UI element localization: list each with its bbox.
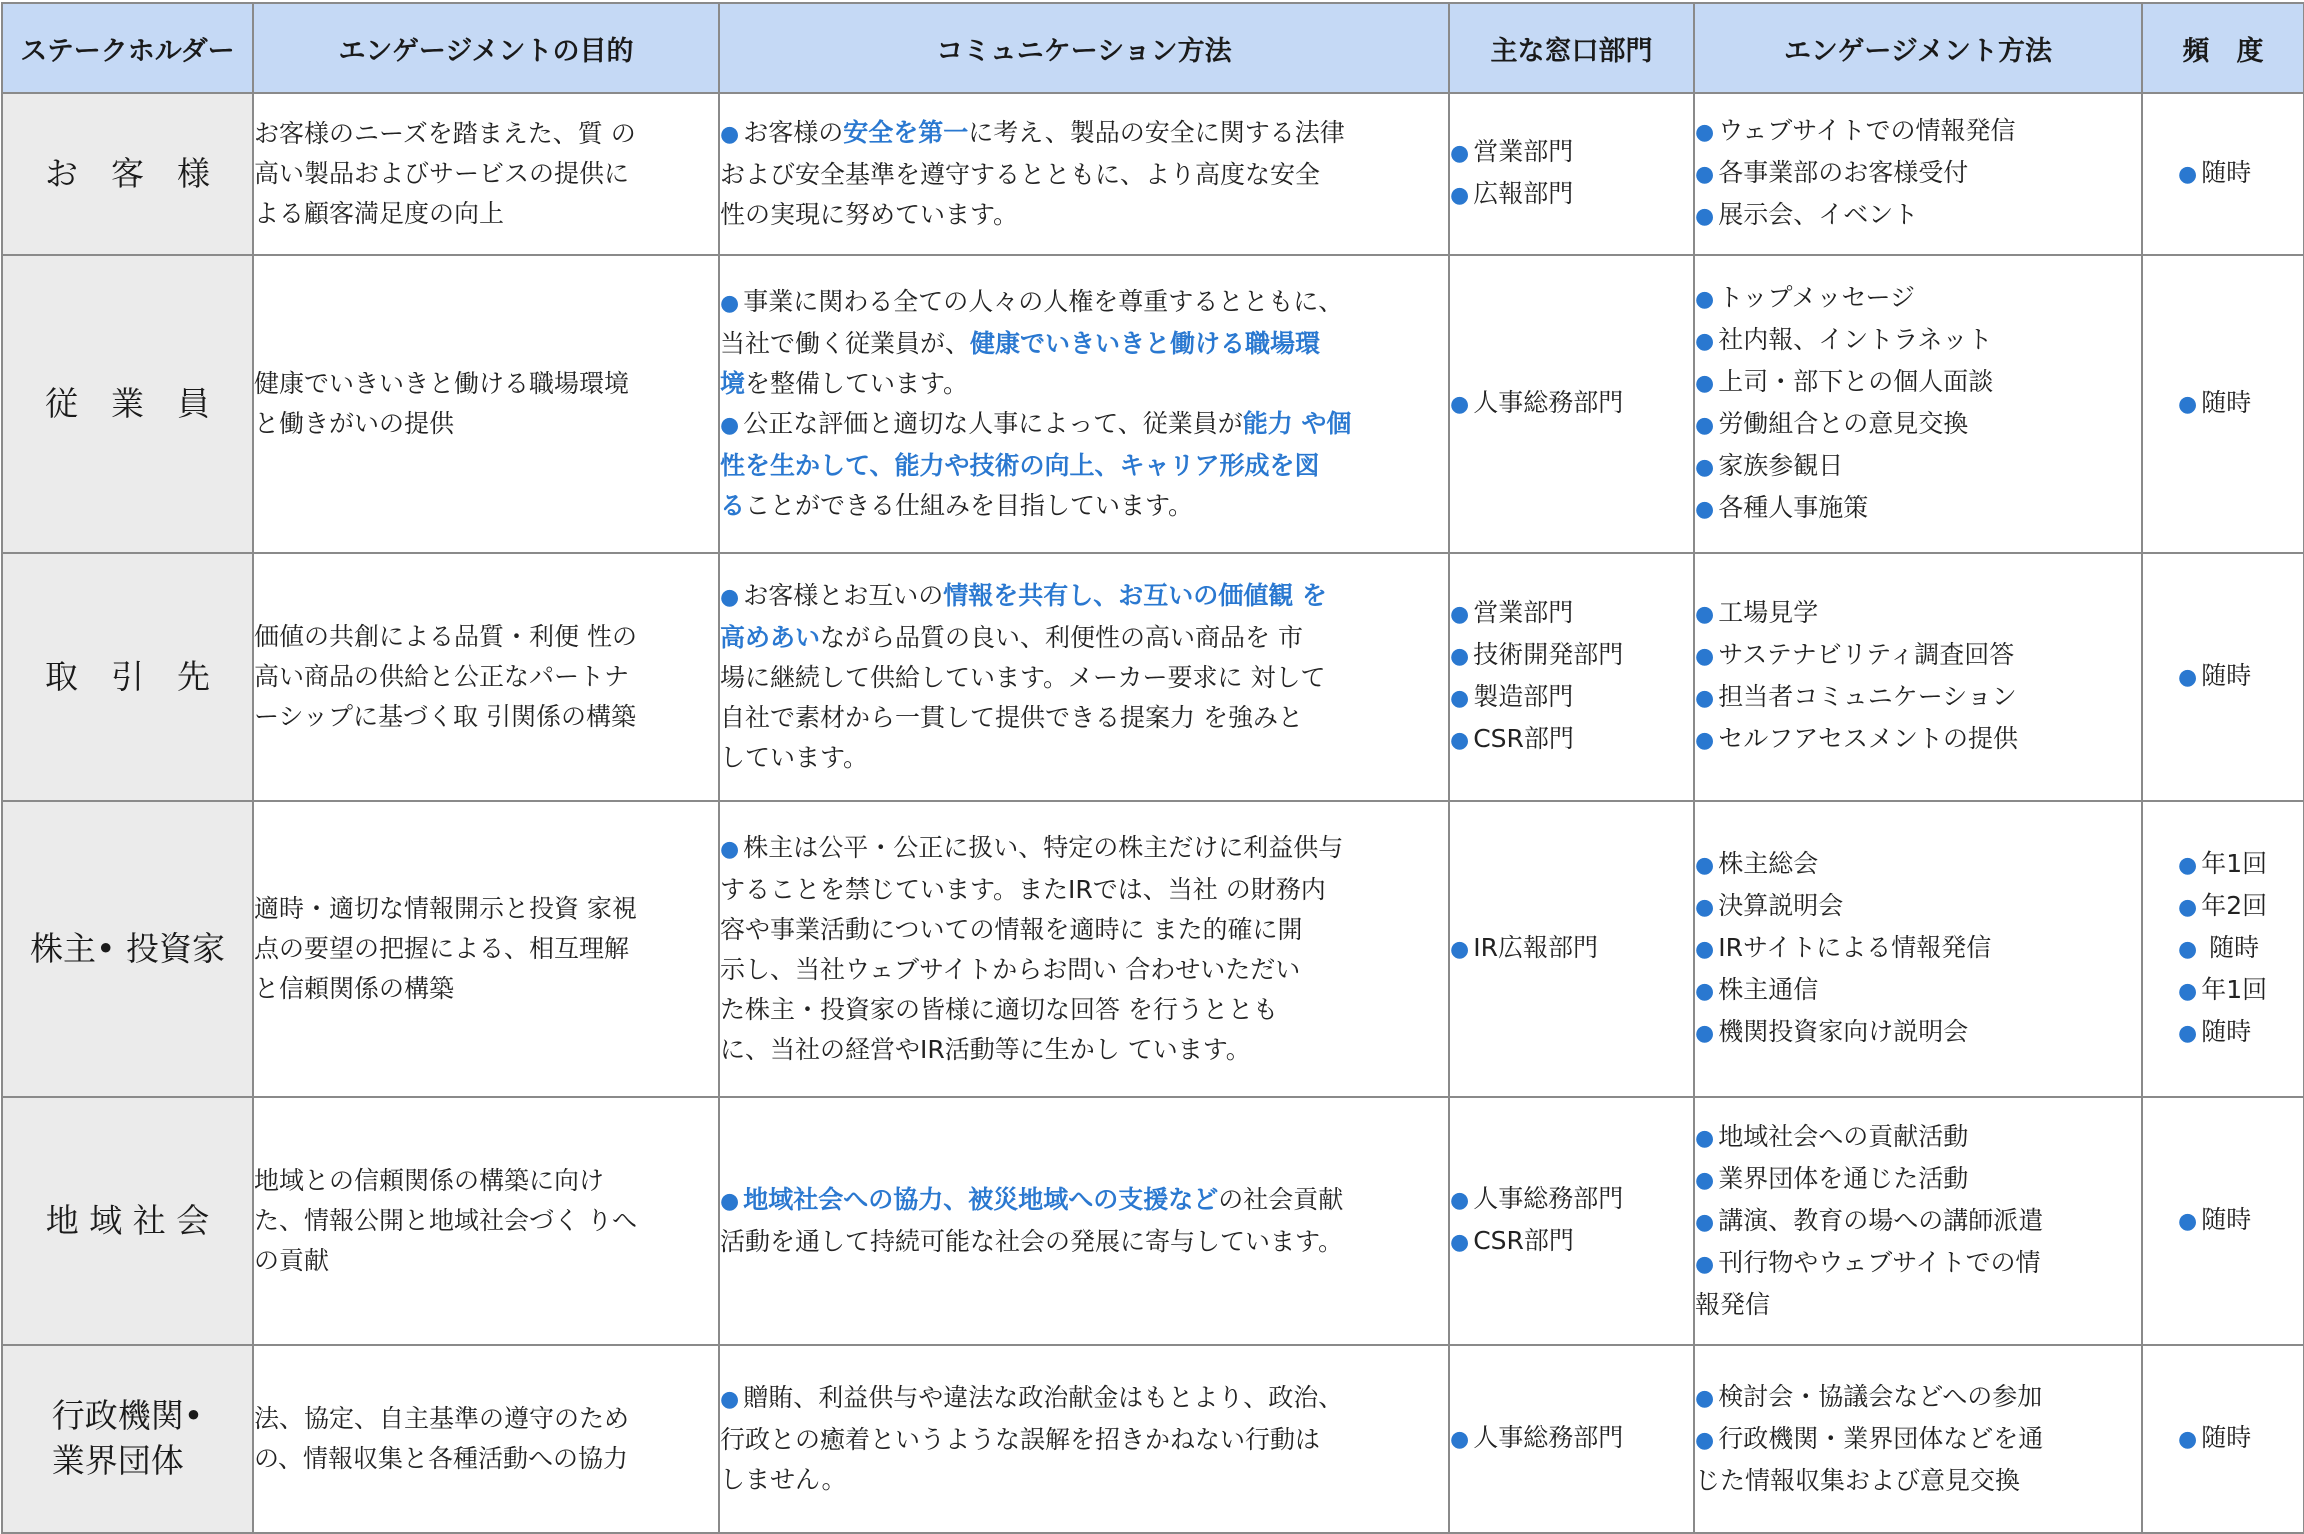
header-stakeholder: ステークホルダー — [2, 3, 253, 93]
bullet-icon: ● — [1695, 853, 1715, 878]
frequency-cell — [2142, 1097, 2304, 1345]
method-item — [1695, 635, 2141, 677]
bullet-icon: ● — [1695, 644, 1715, 669]
purpose-cell — [253, 1097, 719, 1345]
communication-cell — [719, 1097, 1449, 1345]
stakeholder-label: 行政機関• 業界団体 — [51, 1396, 204, 1480]
department-item-text: 人事総務部門 — [1473, 388, 1624, 417]
method-item-text: トップメッセージ — [1718, 283, 1915, 312]
method-item-text: 決算説明会 — [1718, 891, 1844, 920]
method-item-text: 社内報、イントラネット — [1718, 325, 1993, 354]
table-row — [2, 1097, 2304, 1345]
department-item — [1450, 677, 1693, 719]
method-item — [1695, 886, 2141, 928]
method-item — [1695, 362, 2141, 404]
bullet-icon: ● — [1450, 1427, 1470, 1452]
bullet-icon: ● — [1695, 1210, 1715, 1235]
bullet-icon: ● — [1695, 120, 1715, 145]
department-item-text: 営業部門 — [1473, 598, 1574, 627]
department-item — [1450, 593, 1693, 635]
method-cell — [1694, 553, 2142, 801]
bullet-icon: ● — [1450, 644, 1470, 669]
communication-text: を整備しています。 — [745, 369, 969, 398]
method-item-text: サステナビリティ調査回答 — [1718, 640, 2015, 669]
frequency-item — [2178, 886, 2303, 928]
communication-text: 株主は公平・公正に扱い、特定の株主だけに利益供与 することを禁じています。またIRでは、当社 の財務内 容や事業活動についての情報を適時に また的確に開 示し、当社ウェブサイトからお問い 合わせいただい た株主・投資家の皆様に適切な回答 を行うととも に、当社の経営やIR活動等に生かし ています。 — [720, 833, 1344, 1064]
method-cell — [1694, 93, 2142, 255]
header-frequency: 頻 度 — [2142, 3, 2304, 93]
frequency-item-text: 随時 — [2201, 158, 2252, 187]
department-item-text: 広報部門 — [1473, 179, 1574, 208]
method-item — [1695, 195, 2141, 237]
bullet-icon: ● — [1695, 413, 1715, 438]
method-item-text: 検討会・協議会などへの参加 — [1718, 1382, 2043, 1411]
department-item — [1450, 928, 1693, 970]
department-item — [1450, 132, 1693, 174]
method-item — [1695, 1377, 2141, 1419]
method-item — [1695, 153, 2141, 195]
method-item-text: 各事業部のお客様受付 — [1718, 158, 1969, 187]
highlight-text: 能力 や個 性を生かして、能力や技術の向上、キャリア形成を図 る — [720, 409, 1352, 520]
bullet-icon: ● — [720, 122, 740, 147]
frequency-item — [2178, 970, 2303, 1012]
frequency-item-text: 随時 — [2201, 661, 2252, 690]
department-item — [1450, 719, 1693, 761]
method-item — [1695, 844, 2141, 886]
department-cell — [1449, 255, 1694, 553]
purpose-cell — [253, 1345, 719, 1533]
communication-cell — [719, 93, 1449, 255]
communication-text: お客様の — [743, 118, 844, 147]
bullet-icon: ● — [720, 1387, 740, 1412]
department-item-text: 製造部門 — [1473, 682, 1574, 711]
purpose-text: 健康でいきいきと働ける職場環境 と働きがいの提供 — [254, 369, 630, 438]
method-item-text: ウェブサイトでの情報発信 — [1718, 116, 2016, 145]
purpose-text: 価値の共創による品質・利便 性の 高い商品の供給と公正なパートナ ーシップに基づく取 引関係の構築 — [254, 622, 637, 731]
stakeholder-engagement-table — [1, 2, 2304, 1534]
method-item — [1695, 970, 2141, 1012]
bullet-icon: ● — [720, 413, 740, 438]
communication-cell — [719, 801, 1449, 1097]
bullet-icon: ● — [1695, 329, 1715, 354]
method-item-text: 上司・部下との個人面談 — [1718, 367, 1994, 396]
bullet-icon: ● — [2178, 937, 2198, 962]
department-item-text: IR広報部門 — [1473, 933, 1598, 962]
purpose-cell — [253, 255, 719, 553]
bullet-icon: ● — [1450, 183, 1470, 208]
communication-text: に考え、製品の安全に関する法律 および安全基準を遵守するとともに、より高度な安全 性の実現に努めています。 — [720, 118, 1345, 229]
bullet-icon: ● — [2178, 1209, 2198, 1234]
header-department: 主な窓口部門 — [1449, 3, 1694, 93]
department-item — [1450, 383, 1693, 425]
department-item — [1450, 1221, 1693, 1263]
frequency-cell — [2142, 1345, 2304, 1533]
frequency-item-text: 年2回 — [2201, 891, 2268, 920]
bullet-icon: ● — [1695, 686, 1715, 711]
frequency-item — [2178, 153, 2303, 195]
bullet-icon: ● — [720, 1189, 740, 1214]
bullet-icon: ● — [1695, 937, 1715, 962]
method-cell — [1694, 1097, 2142, 1345]
method-item — [1695, 278, 2141, 320]
communication-text: 事業に関わる全ての人々の人権を尊重するとともに、 当社で働く従業員が、 — [720, 287, 1344, 358]
method-item — [1695, 1243, 2141, 1325]
frequency-item — [2178, 383, 2303, 425]
highlight-text: 安全を第一 — [843, 118, 969, 147]
method-item — [1695, 404, 2141, 446]
frequency-item-text: 随時 — [2201, 1205, 2252, 1234]
bullet-icon: ● — [1695, 1021, 1715, 1046]
department-cell — [1449, 801, 1694, 1097]
stakeholder-label: お 客 様 — [45, 153, 210, 193]
method-item-text: 工場見学 — [1718, 598, 1819, 627]
method-item — [1695, 677, 2141, 719]
bullet-icon: ● — [1695, 979, 1715, 1004]
highlight-text: 情報を共有し、お互いの価値観 を 高めあい — [720, 581, 1327, 652]
frequency-cell — [2142, 553, 2304, 801]
purpose-text: 法、協定、自主基準の遵守のため の、情報収集と各種活動への協力 — [254, 1404, 630, 1473]
bullet-icon: ● — [2178, 162, 2198, 187]
frequency-item — [2178, 1418, 2303, 1460]
table-row — [2, 93, 2304, 255]
bullet-icon: ● — [2178, 853, 2198, 878]
method-item — [1695, 1012, 2141, 1054]
frequency-cell — [2142, 255, 2304, 553]
department-item — [1450, 174, 1693, 216]
table-row — [2, 1345, 2304, 1533]
table-row — [2, 801, 2304, 1097]
stakeholder-label: 取 引 先 — [45, 656, 210, 696]
department-cell — [1449, 553, 1694, 801]
method-item — [1695, 1159, 2141, 1201]
frequency-item — [2178, 1200, 2303, 1242]
bullet-icon: ● — [1695, 455, 1715, 480]
method-item-text: セルフアセスメントの提供 — [1718, 724, 2018, 753]
frequency-item-text: 随時 — [2201, 388, 2252, 417]
bullet-icon: ● — [2178, 665, 2198, 690]
table-row — [2, 255, 2304, 553]
bullet-icon: ● — [1695, 1428, 1715, 1453]
method-item-text: 刊行物やウェブサイトでの情 報発信 — [1695, 1248, 2041, 1319]
department-cell — [1449, 1345, 1694, 1533]
bullet-icon: ● — [1695, 497, 1715, 522]
method-cell — [1694, 255, 2142, 553]
frequency-item-text: 随時 — [2201, 933, 2260, 962]
method-item — [1695, 488, 2141, 530]
department-item-text: CSR部門 — [1473, 724, 1574, 753]
method-item — [1695, 1117, 2141, 1159]
bullet-icon: ● — [1695, 1168, 1715, 1193]
department-item — [1450, 1179, 1693, 1221]
department-item-text: 営業部門 — [1473, 137, 1574, 166]
bullet-icon: ● — [1695, 1386, 1715, 1411]
method-item-text: IRサイトによる情報発信 — [1718, 933, 1992, 962]
method-item-text: 機関投資家向け説明会 — [1718, 1017, 1969, 1046]
bullet-icon: ● — [720, 837, 740, 862]
stakeholder-label: 株主• 投資家 — [30, 928, 225, 968]
department-item — [1450, 635, 1693, 677]
bullet-icon: ● — [1695, 204, 1715, 229]
header-communication: コミュニケーション方法 — [719, 3, 1449, 93]
bullet-icon: ● — [1450, 1188, 1470, 1213]
method-item-text: 株主通信 — [1718, 975, 1819, 1004]
stakeholder-cell — [2, 1097, 253, 1345]
communication-text: ながら品質の良い、利便性の高い商品を 市 場に継続して供給しています。メーカー要求に 対して 自社で素材から一貫して提供できる提案力 を強みと しています。 — [720, 623, 1326, 772]
bullet-icon: ● — [1695, 162, 1715, 187]
stakeholder-label: 地 域 社 会 — [45, 1200, 210, 1240]
communication-cell — [719, 255, 1449, 553]
method-item-text: 講演、教育の場への講師派遣 — [1718, 1206, 2044, 1235]
method-item — [1695, 928, 2141, 970]
department-item — [1450, 1418, 1693, 1460]
frequency-cell — [2142, 801, 2304, 1097]
method-item-text: 家族参観日 — [1718, 451, 1844, 480]
frequency-item — [2178, 1012, 2303, 1054]
bullet-icon: ● — [1450, 392, 1470, 417]
frequency-item-text: 随時 — [2201, 1017, 2252, 1046]
purpose-text: お客様のニーズを踏まえた、質 の 高い製品およびサービスの提供に よる顧客満足度の向上 — [254, 119, 636, 228]
method-item — [1695, 446, 2141, 488]
bullet-icon: ● — [1450, 1230, 1470, 1255]
communication-text: ことができる仕組みを目指しています。 — [745, 491, 1194, 520]
communication-text: 公正な評価と適切な人事によって、従業員が — [743, 409, 1243, 438]
stakeholder-cell — [2, 93, 253, 255]
method-item — [1695, 1419, 2141, 1501]
frequency-item — [2178, 928, 2303, 970]
method-cell — [1694, 801, 2142, 1097]
stakeholder-cell — [2, 1345, 253, 1533]
frequency-item-text: 随時 — [2201, 1423, 2252, 1452]
bullet-icon: ● — [1695, 287, 1715, 312]
communication-text: 贈賄、利益供与や違法な政治献金はもとより、政治、 行政との癒着というような誤解を招きかねない行動は しません。 — [720, 1383, 1344, 1494]
communication-cell — [719, 1345, 1449, 1533]
method-cell — [1694, 1345, 2142, 1533]
method-item — [1695, 1201, 2141, 1243]
method-item — [1695, 320, 2141, 362]
stakeholder-cell — [2, 255, 253, 553]
bullet-icon: ● — [1450, 602, 1470, 627]
department-item-text: 人事総務部門 — [1473, 1423, 1624, 1452]
frequency-item-text: 年1回 — [2201, 849, 2268, 878]
frequency-item-text: 年1回 — [2201, 975, 2268, 1004]
bullet-icon: ● — [1450, 686, 1470, 711]
stakeholder-cell — [2, 801, 253, 1097]
department-item-text: CSR部門 — [1473, 1226, 1574, 1255]
method-item-text: 各種人事施策 — [1718, 493, 1869, 522]
bullet-icon: ● — [1695, 895, 1715, 920]
department-cell — [1449, 1097, 1694, 1345]
method-item — [1695, 593, 2141, 635]
bullet-icon: ● — [1450, 937, 1470, 962]
department-cell — [1449, 93, 1694, 255]
bullet-icon: ● — [2178, 979, 2198, 1004]
header-row — [2, 3, 2304, 93]
bullet-icon: ● — [1695, 602, 1715, 627]
purpose-cell — [253, 93, 719, 255]
department-item-text: 技術開発部門 — [1473, 640, 1624, 669]
highlight-text: 地域社会への協力、被災地域への支援など — [743, 1185, 1219, 1214]
communication-cell — [719, 553, 1449, 801]
communication-text: お客様とお互いの — [743, 581, 944, 610]
bullet-icon: ● — [1695, 1252, 1715, 1277]
bullet-icon: ● — [2178, 1021, 2198, 1046]
method-item-text: 行政機関・業界団体などを通 じた情報収集および意見交換 — [1695, 1424, 2044, 1495]
frequency-item — [2178, 656, 2303, 698]
table-row — [2, 553, 2304, 801]
department-item-text: 人事総務部門 — [1473, 1184, 1624, 1213]
header-purpose: エンゲージメントの目的 — [253, 3, 719, 93]
method-item-text: 労働組合との意見交換 — [1718, 409, 1969, 438]
bullet-icon: ● — [2178, 895, 2198, 920]
purpose-cell — [253, 801, 719, 1097]
method-item-text: 地域社会への貢献活動 — [1718, 1122, 1969, 1151]
method-item-text: 株主総会 — [1718, 849, 1819, 878]
bullet-icon: ● — [1450, 728, 1470, 753]
frequency-item — [2178, 844, 2303, 886]
bullet-icon: ● — [720, 291, 740, 316]
method-item-text: 業界団体を通じた活動 — [1718, 1164, 1969, 1193]
bullet-icon: ● — [1450, 141, 1470, 166]
header-method: エンゲージメント方法 — [1694, 3, 2142, 93]
method-item-text: 担当者コミュニケーション — [1718, 682, 2017, 711]
purpose-text: 地域との信頼関係の構築に向け た、情報公開と地域社会づく りへ の貢献 — [254, 1166, 637, 1275]
purpose-cell — [253, 553, 719, 801]
method-item — [1695, 719, 2141, 761]
communication-text: の社会貢献 活動を通して持続可能な社会の発展に寄与しています。 — [720, 1185, 1344, 1256]
purpose-text: 適時・適切な情報開示と投資 家視 点の要望の把握による、相互理解 と信頼関係の構築 — [254, 894, 637, 1003]
method-item — [1695, 111, 2141, 153]
bullet-icon: ● — [1695, 1126, 1715, 1151]
bullet-icon: ● — [2178, 392, 2198, 417]
bullet-icon: ● — [720, 585, 740, 610]
bullet-icon: ● — [1695, 371, 1715, 396]
highlight-text: 健康でいきいきと働ける職場環 境 — [720, 329, 1321, 398]
bullet-icon: ● — [1695, 728, 1715, 753]
stakeholder-cell — [2, 553, 253, 801]
bullet-icon: ● — [2178, 1427, 2198, 1452]
stakeholder-label: 従 業 員 — [45, 383, 210, 423]
method-item-text: 展示会、イベント — [1718, 200, 1919, 229]
frequency-cell — [2142, 93, 2304, 255]
